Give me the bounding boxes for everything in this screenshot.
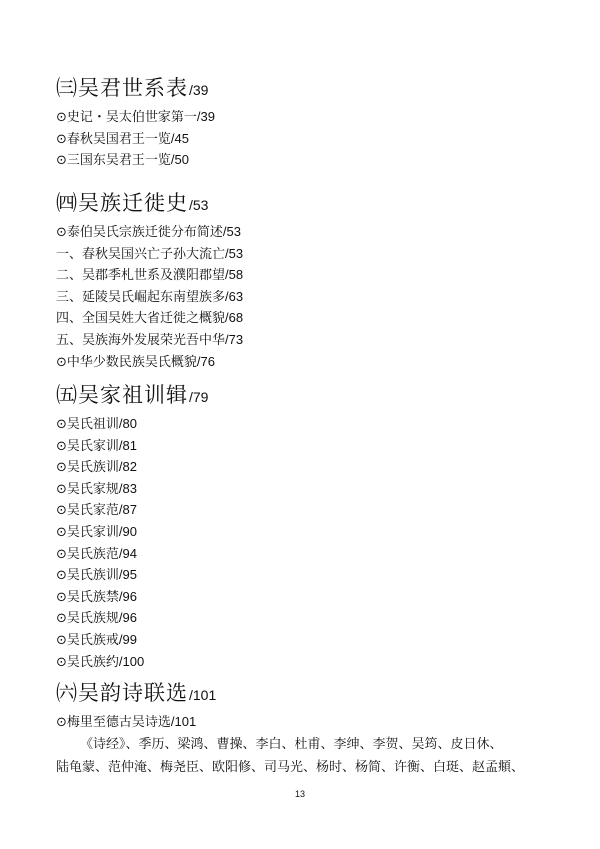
toc-entry-page: /100 xyxy=(118,653,145,669)
toc-entry-page: /81 xyxy=(118,437,137,453)
section-family-precepts xyxy=(56,379,556,672)
toc-entry-text: ⊙中华少数民族吴氏概貌 xyxy=(56,354,197,370)
toc-entry[interactable] xyxy=(56,413,556,435)
toc-entry-page: /53 xyxy=(225,245,244,261)
toc-entry[interactable] xyxy=(56,435,556,457)
toc-entry-page: /53 xyxy=(222,224,241,239)
section-page-ref: /101 xyxy=(189,687,217,703)
toc-entry-page: /50 xyxy=(170,152,189,168)
toc-entry-text: ⊙三国东吴君王一览 xyxy=(56,153,171,169)
toc-entry[interactable] xyxy=(56,307,556,329)
toc-entry-text: 三、延陵吴氏崛起东南望族多 xyxy=(56,289,226,305)
toc-entry-page: /95 xyxy=(118,567,137,583)
section-heading xyxy=(56,379,556,409)
toc-list xyxy=(56,221,556,372)
toc-entry-page: /58 xyxy=(225,267,244,283)
page-number: 13 xyxy=(294,789,305,799)
section-page-ref: /79 xyxy=(189,389,209,405)
toc-entry[interactable] xyxy=(56,711,556,733)
poet-list-line: 陆龟蒙、范仲淹、梅尧臣、欧阳修、司马光、杨时、杨简、许衡、白珽、赵孟頫、 xyxy=(56,759,525,775)
toc-entry-page: /96 xyxy=(118,610,137,626)
toc-list xyxy=(56,413,556,672)
toc-entry-page: /101 xyxy=(170,714,197,729)
toc-entry[interactable] xyxy=(56,286,556,308)
toc-entry-page: /82 xyxy=(118,459,137,475)
toc-entry[interactable] xyxy=(56,106,556,128)
toc-entry-text: ⊙吴氏族训 xyxy=(56,460,119,476)
toc-entry[interactable] xyxy=(56,564,556,586)
toc-entry-page: /96 xyxy=(118,588,137,604)
toc-entry[interactable] xyxy=(56,607,556,629)
toc-entry[interactable] xyxy=(56,586,556,608)
toc-entry[interactable] xyxy=(56,521,556,543)
toc-entry-page: /39 xyxy=(196,109,215,124)
toc-entry-text: 五、吴族海外发展荣光吾中华 xyxy=(56,332,226,348)
toc-list xyxy=(56,711,556,733)
toc-entry-text: ⊙吴氏家训 xyxy=(56,524,119,540)
poet-list-paragraph xyxy=(56,733,556,779)
toc-entry-text: ⊙吴氏族约 xyxy=(56,654,119,670)
toc-entry-text: ⊙春秋吴国君王一览 xyxy=(56,131,171,147)
section-page-ref: /53 xyxy=(189,197,209,213)
toc-entry[interactable] xyxy=(56,351,556,373)
toc-entry-text: 二、吴郡季札世系及濮阳郡望 xyxy=(56,268,226,284)
toc-entry[interactable] xyxy=(56,149,556,171)
toc-entry-text: ⊙吴氏家训 xyxy=(56,438,119,454)
toc-entry[interactable] xyxy=(56,243,556,265)
section-title: ㈤吴家祖训辑 xyxy=(56,383,188,407)
section-page-ref: /39 xyxy=(189,82,209,98)
toc-entry-page: /68 xyxy=(225,310,244,326)
toc-entry-page: /80 xyxy=(118,416,137,431)
poet-list-line: 《诗经》、季历、梁鸿、曹操、李白、杜甫、李绅、李贺、吴筠、皮日休、 xyxy=(80,736,503,752)
toc-entry-page: /63 xyxy=(225,288,244,304)
toc-entry[interactable] xyxy=(56,456,556,478)
toc-entry-text: ⊙吴氏祖训 xyxy=(56,417,119,432)
toc-entry-text: 四、全国吴姓大省迁徙之概貌 xyxy=(56,311,226,327)
toc-entry-page: /73 xyxy=(225,331,244,347)
toc-entry-text: ⊙吴氏族禁 xyxy=(56,589,119,605)
toc-entry[interactable] xyxy=(56,499,556,521)
section-heading xyxy=(56,187,556,217)
toc-entry-page: /83 xyxy=(118,480,137,496)
toc-entry-page: /45 xyxy=(170,130,189,146)
section-title: ㈣吴族迁徙史 xyxy=(56,191,188,215)
toc-entry[interactable] xyxy=(56,629,556,651)
toc-entry-text: ⊙吴氏家范 xyxy=(56,503,119,519)
section-heading xyxy=(56,72,556,102)
section-title: ㈢吴君世系表 xyxy=(56,76,188,100)
toc-entry-text: 一、春秋吴国兴亡子孙大流亡 xyxy=(56,246,226,262)
toc-entry-page: /99 xyxy=(118,631,137,647)
toc-entry-text: ⊙史记・吴太伯世家第一 xyxy=(56,110,197,125)
section-lineage-table xyxy=(56,72,556,171)
toc-entry[interactable] xyxy=(56,651,556,673)
section-poetry-selection xyxy=(56,677,556,779)
toc-entry-text: ⊙吴氏族训 xyxy=(56,568,119,584)
section-title: ㈥吴韵诗联选 xyxy=(56,681,188,705)
toc-entry[interactable] xyxy=(56,543,556,565)
section-heading xyxy=(56,677,556,707)
toc-list xyxy=(56,106,556,171)
section-migration-history xyxy=(56,187,556,372)
toc-entry-text: ⊙吴氏族规 xyxy=(56,611,119,627)
toc-entry-text: ⊙吴氏家规 xyxy=(56,481,119,497)
toc-entry[interactable] xyxy=(56,329,556,351)
toc-entry-page: /94 xyxy=(118,545,137,561)
toc-entry-page: /76 xyxy=(196,353,215,369)
toc-entry-page: /90 xyxy=(118,523,137,539)
toc-entry[interactable] xyxy=(56,264,556,286)
toc-entry-text: ⊙梅里至德古吴诗选 xyxy=(56,715,171,730)
toc-entry-page: /87 xyxy=(118,502,137,518)
toc-entry[interactable] xyxy=(56,128,556,150)
toc-entry-text: ⊙吴氏族范 xyxy=(56,546,119,562)
toc-entry-text: ⊙吴氏族戒 xyxy=(56,632,119,648)
toc-entry[interactable] xyxy=(56,221,556,243)
toc-entry-text: ⊙泰伯吴氏宗族迁徙分布简述 xyxy=(56,225,223,240)
toc-entry[interactable] xyxy=(56,478,556,500)
